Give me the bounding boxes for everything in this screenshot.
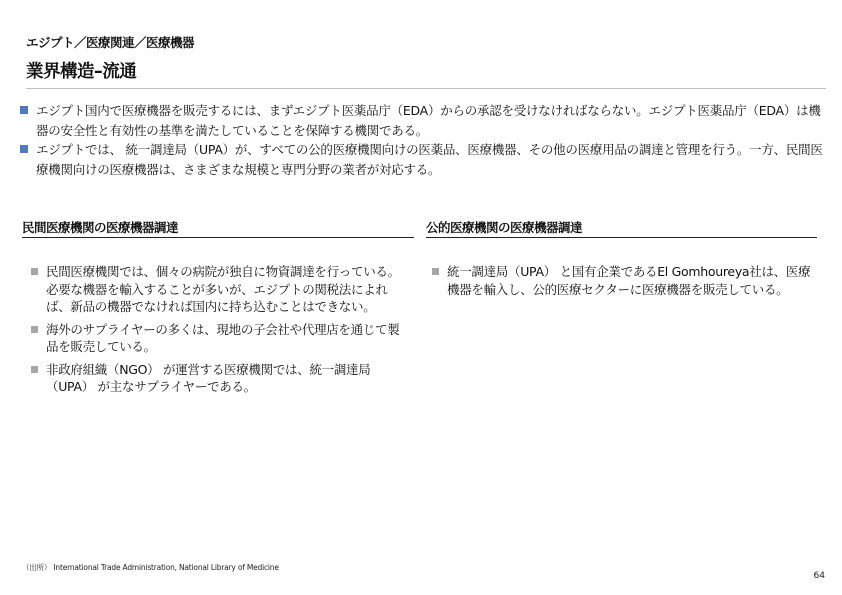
list-item — [431, 263, 821, 298]
private-procurement-heading: 民間医療機関の医療機器調達 — [22, 218, 414, 238]
breadcrumb: エジプト／医療関連／医療機器 — [26, 35, 195, 50]
list-item-text: 統一調達局（UPA） と国有企業であるEl Gomhoureya社は、医療機器を輸入し、公的医療セクターに医療機器を販売している。 — [447, 264, 811, 297]
list-item — [30, 321, 402, 356]
list-item-text: 非政府組織（NGO） が運営する医療機関では、統一調達局（UPA） が主なサプライヤーである。 — [46, 361, 371, 394]
list-item — [30, 361, 402, 396]
page-number: 64 — [813, 571, 825, 581]
intro-text: エジプトでは、 統一調達局（UPA）が、すべての公的医療機関向けの医薬品、医療機器、その他の医療用品の調達と管理を行う。一方、民間医療機関向けの医療機器は、さまざまな規模と専門分野の業者が対応する。 — [36, 142, 823, 177]
list-item — [30, 263, 402, 316]
public-procurement-heading: 公的医療機関の医療機器調達 — [426, 218, 817, 238]
list-item-text: 海外のサプライヤーの多くは、現地の子会社や代理店を通じて製品を販売している。 — [46, 321, 400, 354]
source-note: （出所） International Trade Administration, National Library of Medicine — [22, 563, 279, 572]
intro-section — [18, 101, 828, 179]
square-bullet-icon — [31, 326, 38, 333]
private-procurement-list — [30, 263, 402, 401]
square-bullet-icon — [31, 268, 38, 275]
page-title: 業界構造–流通 — [26, 62, 137, 82]
square-bullet-icon — [31, 366, 38, 373]
square-bullet-icon — [20, 106, 28, 114]
intro-bullet — [18, 140, 828, 179]
public-procurement-list — [431, 263, 821, 303]
intro-bullet — [18, 101, 828, 140]
list-item-text: 民間医療機関では、個々の病院が独自に物資調達を行っている。必要な機器を輸入することが多いが、エジプトの関税法によれば、新品の機器でなければ国内に持ち込むことはできない。 — [46, 264, 400, 314]
title-divider — [26, 88, 826, 89]
intro-text: エジプト国内で医療機器を販売するには、まずエジプト医薬品庁（EDA）からの承認を受けなければならない。エジプト医薬品庁（EDA）は機器の安全性と有効性の基準を満たしていることを保障する機関である。 — [36, 103, 821, 138]
square-bullet-icon — [432, 268, 439, 275]
square-bullet-icon — [20, 145, 28, 153]
